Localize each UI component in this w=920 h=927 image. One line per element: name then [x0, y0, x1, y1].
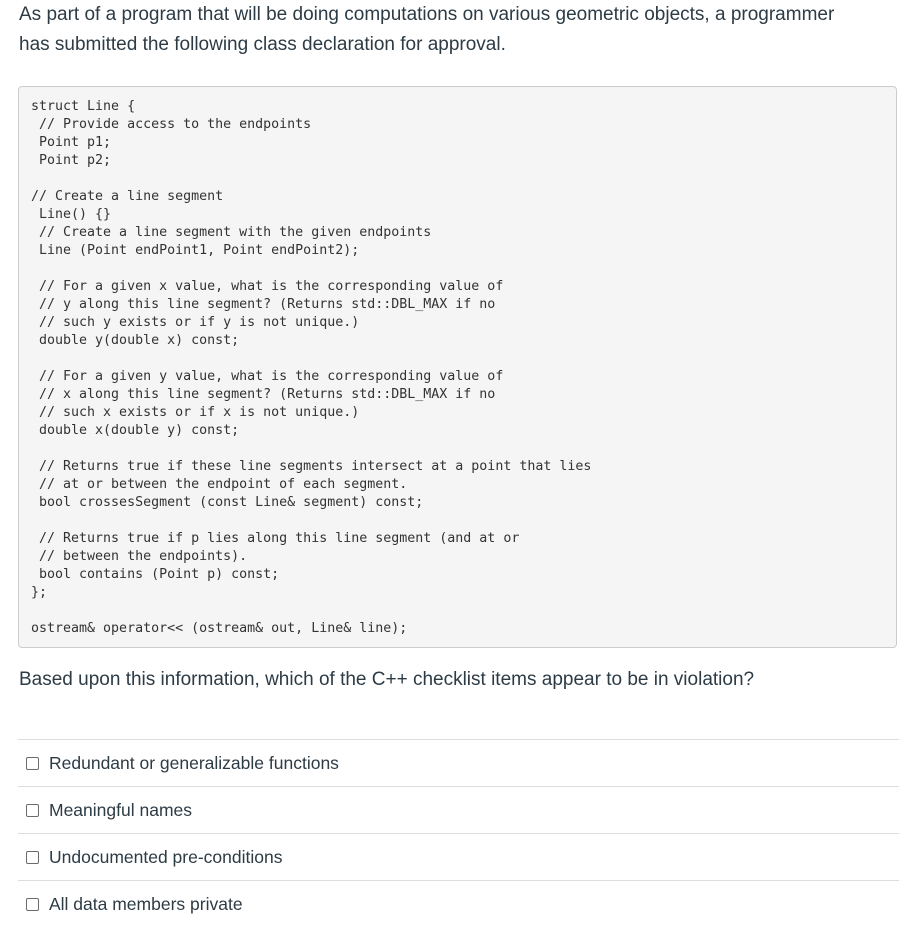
- code-line: // Provide access to the endpoints: [31, 117, 312, 132]
- code-line: struct Line {: [31, 99, 136, 114]
- code-line: double x(double y) const;: [31, 423, 240, 438]
- code-line: // such y exists or if y is not unique.): [31, 315, 360, 330]
- answer-option-data-members-private[interactable]: [18, 880, 899, 927]
- code-line: double y(double x) const;: [31, 333, 240, 348]
- code-line: // at or between the endpoint of each segment.: [31, 477, 408, 492]
- answer-label: Undocumented pre-conditions: [49, 847, 283, 867]
- answer-option-meaningful-names[interactable]: [18, 786, 899, 833]
- code-line: Point p1;: [31, 135, 112, 150]
- code-line: // y along this line segment? (Returns std::DBL_MAX if no: [31, 297, 496, 312]
- checkbox-meaningful-names[interactable]: [26, 804, 39, 817]
- code-line: Line() {}: [31, 207, 112, 222]
- code-line: // x along this line segment? (Returns std::DBL_MAX if no: [31, 387, 496, 402]
- checkbox-redundant-functions[interactable]: [26, 757, 39, 770]
- code-line: // For a given x value, what is the corresponding value of: [31, 279, 504, 294]
- intro-line-2: has submitted the following class declaration for approval.: [19, 34, 506, 55]
- code-line: // such x exists or if x is not unique.): [31, 405, 360, 420]
- question-intro: [19, 0, 899, 60]
- checkbox-data-members-private[interactable]: [26, 898, 39, 911]
- answer-label: Redundant or generalizable functions: [49, 753, 339, 773]
- checkbox-undocumented-preconditions[interactable]: [26, 851, 39, 864]
- code-line: // Returns true if these line segments intersect at a point that lies: [31, 459, 592, 474]
- code-listing: [31, 98, 896, 638]
- code-line: // Returns true if p lies along this line segment (and at or: [31, 531, 520, 546]
- code-block: [18, 86, 897, 648]
- code-line: // Create a line segment with the given endpoints: [31, 225, 432, 240]
- code-line: ostream& operator<< (ostream& out, Line& line);: [31, 621, 408, 636]
- code-line: Point p2;: [31, 153, 112, 168]
- code-line: bool crossesSegment (const Line& segment) const;: [31, 495, 424, 510]
- code-line: bool contains (Point p) const;: [31, 567, 280, 582]
- answer-option-undocumented-preconditions[interactable]: [18, 833, 899, 880]
- code-line: };: [31, 585, 48, 600]
- code-line: // Create a line segment: [31, 189, 224, 204]
- question-prompt: Based upon this information, which of the C++ checklist items appear to be in violation?: [19, 669, 755, 690]
- answer-list: [18, 739, 899, 927]
- answer-option-redundant-functions[interactable]: [18, 739, 899, 786]
- code-line: // between the endpoints).: [31, 549, 248, 564]
- answer-label: Meaningful names: [49, 800, 192, 820]
- code-line: Line (Point endPoint1, Point endPoint2);: [31, 243, 360, 258]
- answer-label: All data members private: [49, 894, 243, 914]
- intro-line-1: As part of a program that will be doing computations on various geometric objects, a programmer: [19, 4, 835, 25]
- code-line: // For a given y value, what is the corresponding value of: [31, 369, 504, 384]
